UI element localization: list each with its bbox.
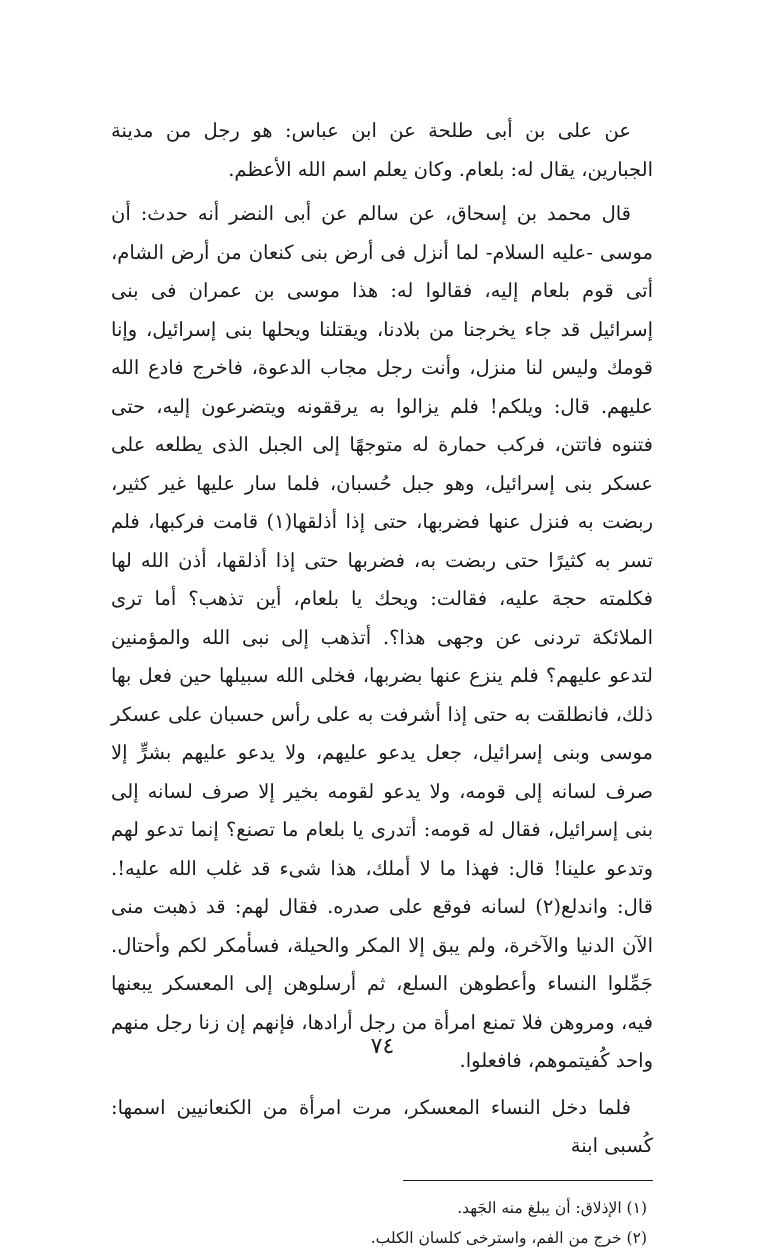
page-number: ٧٤ <box>370 1034 395 1059</box>
paragraph-1: عن على بن أبى طلحة عن ابن عباس: هو رجل من مدينة الجبارين، يقال له: بلعام. وكان يعلم اسم الله الأعظم. <box>111 119 653 181</box>
footnote-1: (١) الإذلاق: أن يبلغ منه الجَهد. <box>457 1198 647 1217</box>
paragraph-2: قال محمد بن إسحاق، عن سالم عن أبى النضر أنه حدث: أن موسى -عليه السلام- لما أنزل فى أرض بنى كنعان من أرض الشام، أتى قوم بلعام إليه، فقالوا له: هذا موسى بن عمران فى بنى إسرائيل قد جاء يخرجنا من بلادنا، ويقتلنا ويحلها بنى إسرائيل، وإنا قومك وليس لنا منزل، وأنت رجل مجاب الدعوة، فاخرج فادع الله عليهم. قال: ويلكم! فلم يزالوا به يرققونه ويتضرعون إليه، حتى فتنوه فاتتن، فركب حمارة له متوجهًا إلى الجبل الذى يطلعه على عسكر بنى إسرائيل، وهو جبل حُسبان، فلما سار عليها غير كثير، ربضت به فنزل عنها فضربها، حتى إذا أذلقها(١) قامت فركبها، فلم تسر به كثيرًا حتى ربضت به، فضربها حتى إذا أذلقها، أذن الله لها فكلمته حجة عليه، فقالت: ويحك يا بلعام، أين تذهب؟ أما ترى الملائكة تردنى عن وجهى هذا؟. أتذهب إلى نبى الله والمؤمنين لتدعو عليهم؟ فلم ينزع عنها بضربها، فخلى الله سبيلها حين فعل بها ذلك، فانطلقت به حتى إذا أشرفت به على رأس حسبان على عسكر موسى وبنى إسرائيل، جعل يدعو عليهم، ولا يدعو عليهم بشرٍّ إلا صرف لسانه إلى قومه، ولا يدعو لقومه بخير إلا صرف لسانه إلى بنى إسرائيل، فقال له قومه: أتدرى يا بلعام ما تصنع؟ إنما تدعو لهم وتدعو علينا! قال: فهذا ما لا أملك، هذا شىء قد غلب الله عليه!. قال: واندلع(٢) لسانه فوقع على صدره. فقال لهم: قد ذهبت منى الآن الدنيا والآخرة، ولم يبق إلا المكر والحيلة، فسأمكر لكم وأحتال. جَمِّلوا النساء وأعطوهن السلع، ثم أرسلوهن إلى المعسكر يبعنها فيه، ومروهن فلا تمنع امرأة من رجل أرادها، فإنهم إن زنا رجل منهم واحد كُفيتموهم، فافعلوا. <box>111 202 654 1072</box>
page-body <box>111 112 653 1253</box>
paragraph-3: فلما دخل النساء المعسكر، مرت امرأة من الكنعانيين اسمها: كُسبى ابنة <box>111 1095 653 1157</box>
footnote-2: (٢) خرج من الفم، واسترخى كلسان الكلب. <box>370 1228 647 1247</box>
footnote-divider <box>403 1180 653 1181</box>
